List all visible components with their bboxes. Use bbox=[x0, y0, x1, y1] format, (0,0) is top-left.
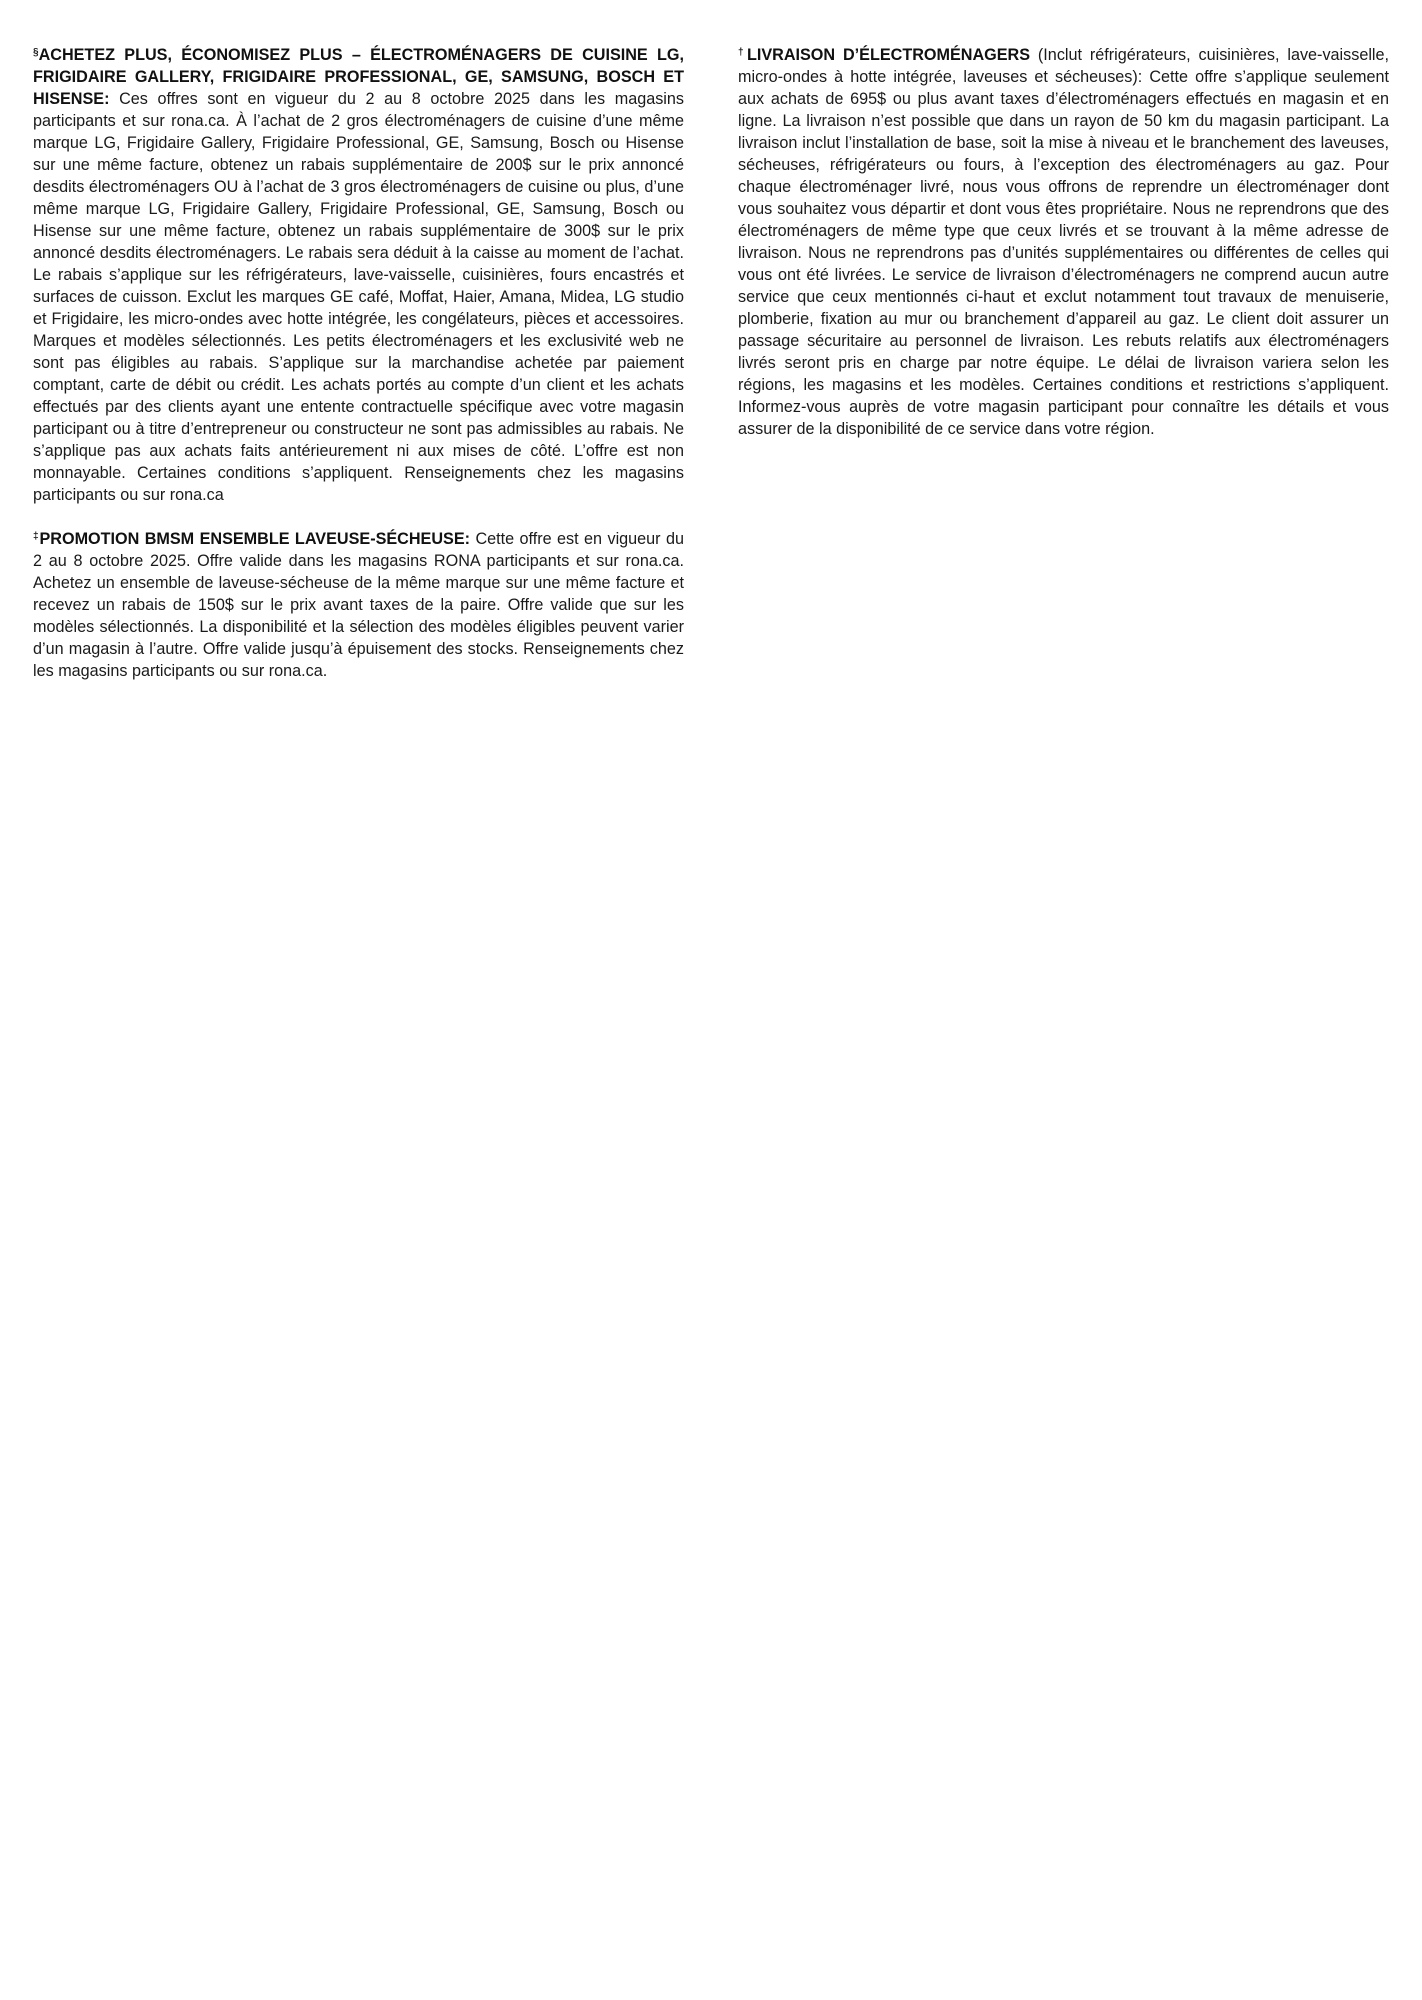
note-buy-more-save-more-kitchen-appliances bbox=[33, 44, 684, 506]
footnote-marker-double-dagger: ‡ bbox=[33, 531, 40, 542]
note-body: Cette offre est en vigueur du 2 au 8 octobre 2025. Offre valide dans les magasins RONA participants et sur rona.ca. Achetez un ensemble de laveuse-sécheuse de la même marque sur une même facture et recevez un rabais de 150$ sur le prix avant taxes de la paire. Offre valide que sur les modèles sélectionnés. La disponibilité et la sélection des modèles éligibles peuvent varier d’un magasin à l’autre. Offre valide jusqu’à épuisement des stocks. Renseignements chez les magasins participants ou sur rona.ca. bbox=[33, 530, 684, 680]
note-heading: ACHETEZ PLUS, ÉCONOMISEZ PLUS – ÉLECTROMÉNAGERS DE CUISINE LG, FRIGIDAIRE GALLERY, FRIGIDAIRE PROFESSIONAL, GE, SAMSUNG, BOSCH ET HISENSE: bbox=[33, 46, 684, 108]
note-appliance-delivery bbox=[738, 44, 1389, 440]
note-body: (Inclut réfrigérateurs, cuisinières, lave-vaisselle, micro-ondes à hotte intégrée, laveuses et sécheuses): Cette offre s’applique seulement aux achats de 695$ ou plus avant taxes d’électroménagers effectués en magasin et en ligne. La livraison n’est possible que dans un rayon de 50 km du magasin participant. La livraison inclut l’installation de base, soit la mise à niveau et le branchement des laveuses, sécheuses, réfrigérateurs ou fours, à l’exception des électroménagers au gaz. Pour chaque électroménager livré, nous vous offrons de reprendre un électroménager dont vous souhaitez vous départir et dont vous êtes propriétaire. Nous ne reprendrons que des électroménagers de même type que ceux livrés et se trouvant à la même adresse de livraison. Nous ne reprendrons pas d’unités supplémentaires ou différentes de celles qui vous ont été livrées. Le service de livraison d’électroménagers ne comprend aucun autre service que ceux mentionnés ci-haut et exclut notamment tout travaux de menuiserie, plomberie, fixation au mur ou branchement d’appareil au gaz. Le client doit assurer un passage sécuritaire au personnel de livraison. Les rebuts relatifs aux électroménagers livrés seront pris en charge par notre équipe. Le délai de livraison variera selon les régions, les magasins et les modèles. Certaines conditions et restrictions s’appliquent. Informez-vous auprès de votre magasin participant pour connaître les détails et vous assurer de la disponibilité de ce service dans votre région. bbox=[738, 46, 1390, 438]
fine-print-page bbox=[33, 44, 1389, 704]
left-column bbox=[33, 44, 684, 704]
right-column bbox=[738, 44, 1389, 704]
note-heading: LIVRAISON D’ÉLECTROMÉNAGERS bbox=[746, 46, 1031, 64]
footnote-marker-dagger: † bbox=[738, 47, 747, 58]
note-washer-dryer-bundle-promo bbox=[33, 528, 684, 682]
footnote-marker-section: § bbox=[33, 47, 39, 58]
note-body: Ces offres sont en vigueur du 2 au 8 octobre 2025 dans les magasins participants et sur rona.ca. À l’achat de 2 gros électroménagers de cuisine d’une même marque LG, Frigidaire Gallery, Frigidaire Professional, GE, Samsung, Bosch ou Hisense sur une même facture, obtenez un rabais supplémentaire de 200$ sur le prix annoncé desdits électroménagers OU à l’achat de 3 gros électroménagers de cuisine ou plus, d’une même marque LG, Frigidaire Gallery, Frigidaire Professional, GE, Samsung, Bosch ou Hisense sur une même facture, obtenez un rabais supplémentaire de 300$ sur le prix annoncé desdits électroménagers. Le rabais sera déduit à la caisse au moment de l’achat. Le rabais s’applique sur les réfrigérateurs, lave-vaisselle, cuisinières, fours encastrés et surfaces de cuisson. Exclut les marques GE café, Moffat, Haier, Amana, Midea, LG studio et Frigidaire, les micro-ondes avec hotte intégrée, les congélateurs, pièces et accessoires. Marques et modèles sélectionnés. Les petits électroménagers et les exclusivité web ne sont pas éligibles au rabais. S’applique sur la marchandise achetée par paiement comptant, carte de débit ou crédit. Les achats portés au compte d’un client et les achats effectués par des clients ayant une entente contractuelle spécifique avec votre magasin participant ou à titre d’entrepreneur ou constructeur ne sont pas admissibles au rabais. Ne s’applique pas aux achats faits antérieurement ni aux mises de côté. L’offre est non monnayable. Certaines conditions s’appliquent. Renseignements chez les magasins participants ou sur rona.ca bbox=[33, 90, 684, 504]
note-heading: PROMOTION BMSM ENSEMBLE LAVEUSE-SÉCHEUSE: bbox=[39, 530, 471, 548]
